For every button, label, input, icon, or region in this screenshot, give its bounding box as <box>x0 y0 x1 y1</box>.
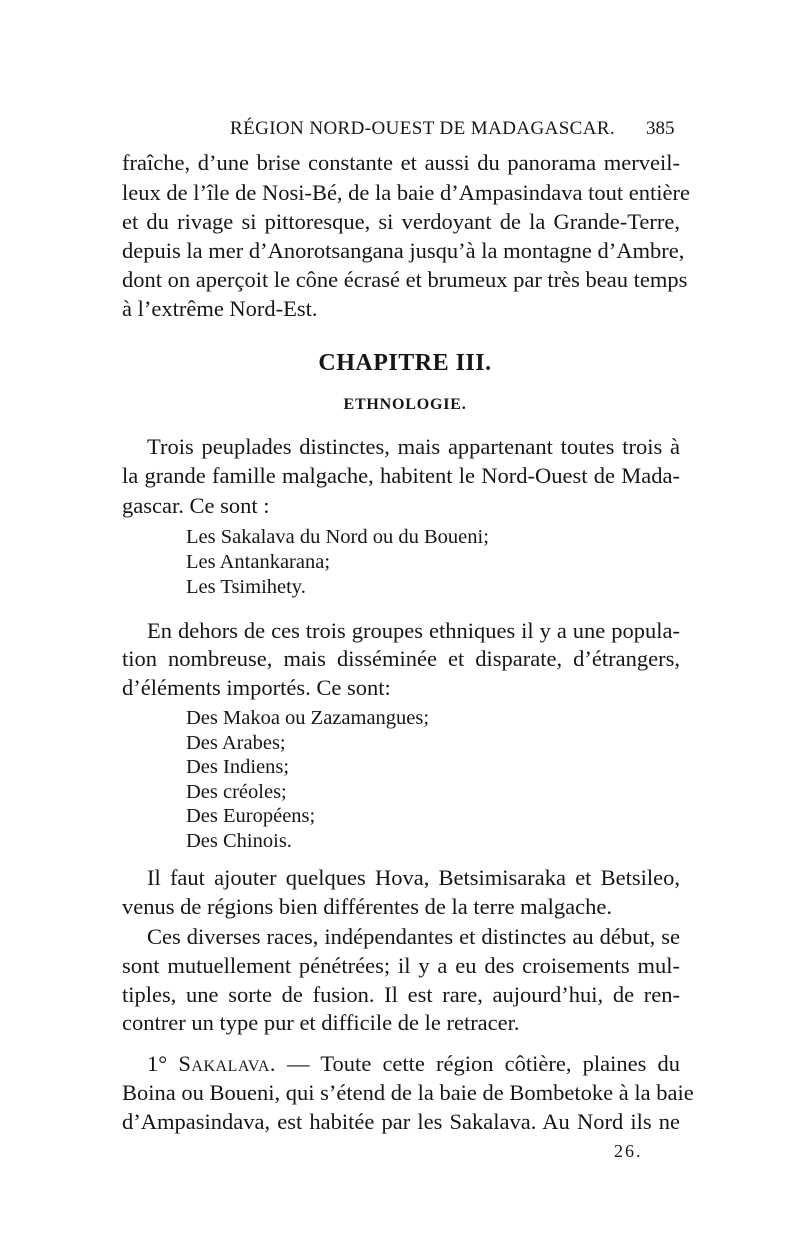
signature-mark: 26. <box>614 1141 643 1161</box>
text-fragment: — Toute cette région côtière, plaines du <box>287 1051 680 1076</box>
text-line <box>147 1053 680 1076</box>
list-item: Des Chinois. <box>186 830 292 852</box>
page-number: 385 <box>646 118 675 139</box>
list-item: Des Makoa ou Zazamangues; <box>186 707 430 729</box>
text-line: Boina ou Boueni, qui s’étend de la baie de Bombetoke à la baie <box>122 1080 694 1105</box>
list-item: Les Sakalava du Nord ou du Boueni; <box>186 526 489 548</box>
list-item: Les Antankarana; <box>186 551 331 573</box>
text-line: tion nombreuse, mais disséminée et disparate, d’étrangers, <box>122 646 680 671</box>
text-line: la grande famille malgache, habitent le Nord-Ouest de Mada- <box>122 463 680 488</box>
text-line: Ces diverses races, indépendantes et distinctes au début, se <box>147 924 680 949</box>
list-item: Des Européens; <box>186 805 316 827</box>
section-title: ETHNOLOGIE. <box>343 396 467 413</box>
text-line: Il faut ajouter quelques Hova, Betsimisaraka et Betsileo, <box>147 865 680 890</box>
section-heading: Sakalava. <box>178 1051 277 1076</box>
list-item: Des Arabes; <box>186 732 286 754</box>
text-line: contrer un type pur et difficile de le retracer. <box>122 1010 520 1035</box>
text-line: fraîche, d’une brise constante et aussi du panorama merveil- <box>122 150 680 175</box>
text-line: depuis la mer d’Anorotsangana jusqu’à la montagne d’Ambre, <box>122 238 685 263</box>
text-line: d’Ampasindava, est habitée par les Sakalava. Au Nord ils ne <box>122 1109 680 1134</box>
list-item: Les Tsimihety. <box>186 576 306 598</box>
text-line: venus de régions bien différentes de la terre malgache. <box>122 894 613 919</box>
text-line: dont on aperçoit le cône écrasé et brumeux par très beau temps <box>122 267 688 292</box>
text-line: et du rivage si pittoresque, si verdoyant de la Grande-Terre, <box>122 209 680 234</box>
list-item: Des Indiens; <box>186 756 290 778</box>
text-line: à l’extrême Nord-Est. <box>122 296 318 321</box>
text-line: d’éléments importés. Ce sont: <box>122 675 391 700</box>
text-line: En dehors de ces trois groupes ethniques il y a une popula- <box>147 618 680 643</box>
text-line: tiples, une sorte de fusion. Il est rare, aujourd’hui, de ren- <box>122 982 680 1007</box>
text-line: Trois peuplades distinctes, mais appartenant toutes trois à <box>147 434 680 459</box>
text-line: leux de l’île de Nosi-Bé, de la baie d’Ampasindava tout entière <box>122 180 690 205</box>
running-head: RÉGION NORD-OUEST DE MADAGASCAR. <box>230 118 616 139</box>
text-line: sont mutuellement pénétrées; il y a eu des croisements mul- <box>122 953 680 978</box>
list-item: Des créoles; <box>186 781 287 803</box>
text-line: gascar. Ce sont : <box>122 493 270 518</box>
chapter-title: CHAPITRE III. <box>318 350 492 376</box>
section-number: 1° <box>147 1051 168 1076</box>
